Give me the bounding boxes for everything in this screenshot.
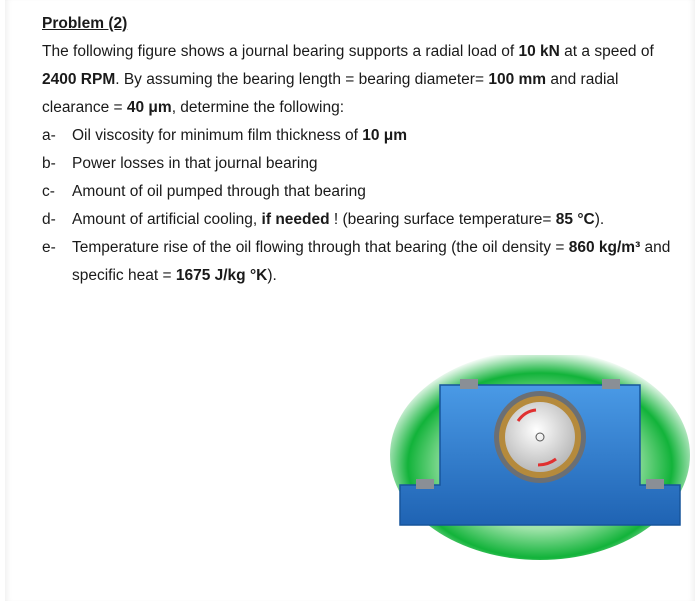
journal-bearing-illustration [380, 355, 700, 565]
bolt-icon [416, 479, 434, 489]
problem-text [42, 10, 682, 290]
list-item-a: a- Oil viscosity for minimum film thickness of 10 μm [42, 127, 408, 144]
problem-intro: The following figure shows a journal bearing supports a radial load of 10 kN at a speed of 2400 RPM. By assuming the bearing length = bearing diameter= 100 mm and radial clearance = 40 μm, determine the following: [42, 43, 654, 116]
list-item-d: d- Amount of artificial cooling, if needed ! (bearing surface temperature= 85 °C). [42, 211, 605, 228]
list-item-c: c- Amount of oil pumped through that bearing [42, 183, 366, 200]
bolt-icon [460, 379, 478, 389]
problem-title: Problem (2) [42, 15, 128, 32]
journal-shaft [505, 402, 575, 472]
list-item-e: e- Temperature rise of the oil flowing through that bearing (the oil density = 860 kg/m³ and specific heat = 1675 J/kg °K). [42, 239, 671, 284]
document-page [5, 0, 695, 601]
list-item-b: b- Power losses in that journal bearing [42, 155, 318, 172]
bolt-icon [646, 479, 664, 489]
bolt-icon [602, 379, 620, 389]
